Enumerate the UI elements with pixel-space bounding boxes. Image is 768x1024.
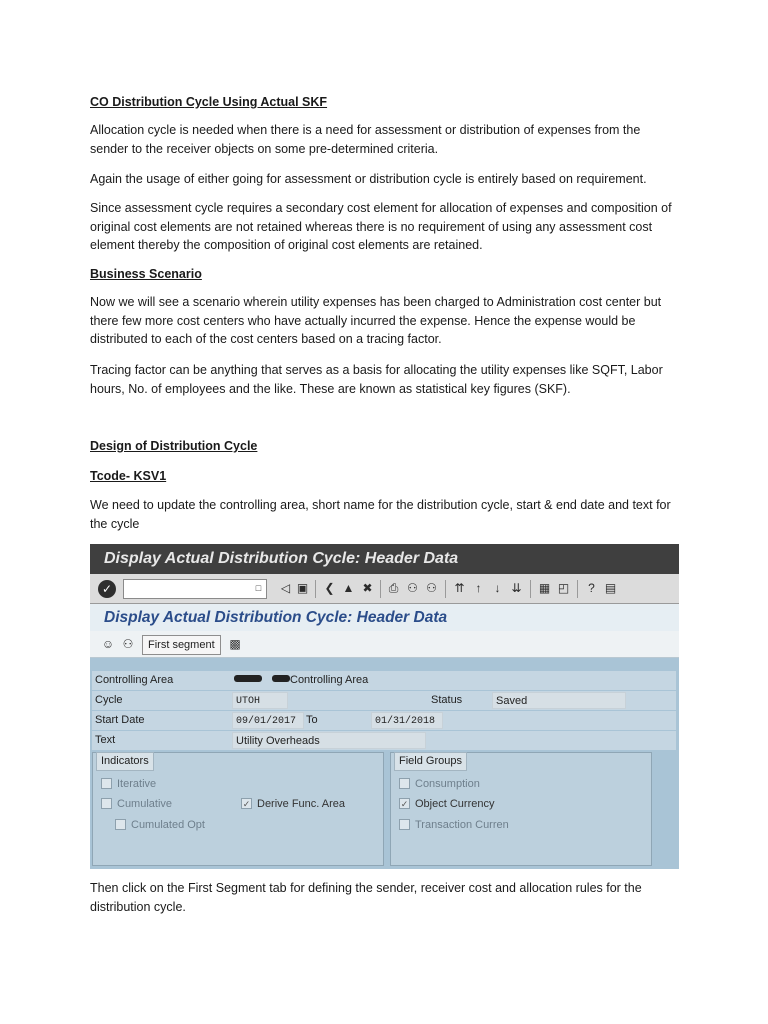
first-page-icon[interactable]: ⇈ — [454, 581, 465, 595]
field-groups-title: Field Groups — [394, 752, 467, 771]
checkmark-icon[interactable]: ✓ — [400, 799, 409, 809]
check-icon[interactable]: ✓ — [98, 580, 116, 598]
sap-window-title: Display Actual Distribution Cycle: Header Data — [90, 544, 679, 574]
status-field[interactable]: Saved — [492, 692, 626, 709]
triangle-left-icon[interactable]: ◁ — [280, 581, 291, 595]
doc-paragraph: Since assessment cycle requires a secondary cost element for allocation of expenses and composition of original cost elements are not retained whereas there is no requirement of using any assessment cost element thereby the composition of original cost elements are retained. — [90, 201, 672, 252]
derive-func-area-label: Derive Func. Area — [257, 798, 346, 810]
doc-heading-design: Design of Distribution Cycle — [90, 439, 258, 453]
controlling-area-label: Controlling Area — [95, 674, 174, 686]
shortcut-icon[interactable]: ◰ — [557, 581, 570, 595]
end-date-field[interactable]: 01/31/2018 — [371, 712, 443, 729]
text-row — [92, 731, 676, 750]
last-page-icon[interactable]: ⇊ — [511, 581, 522, 595]
cycle-label: Cycle — [95, 694, 123, 706]
doc-heading-tcode: Tcode- KSV1 — [90, 469, 167, 483]
sap-screen-title: Display Actual Distribution Cycle: Header Data — [90, 604, 679, 631]
checkmark-icon[interactable]: ✓ — [242, 799, 251, 809]
cycle-field[interactable]: UTOH — [232, 692, 288, 709]
doc-paragraph: Tracing factor can be anything that serves as a basis for allocating the utility expenses like SQFT, Labor hours, No. of employees and the like. These are known as statistical key figures (SKF). — [90, 363, 663, 396]
person-icon[interactable]: ☺ — [101, 637, 115, 651]
object-currency-label: Object Currency — [415, 798, 495, 810]
find-icon[interactable]: ⚇ — [407, 581, 418, 595]
checkbox-icon[interactable] — [101, 798, 112, 809]
segment-icon[interactable]: ▩ — [229, 637, 241, 651]
sap-application-toolbar — [90, 631, 679, 658]
consumption-label: Consumption — [415, 778, 480, 790]
start-date-label: Start Date — [95, 714, 145, 726]
text-label: Text — [95, 734, 116, 746]
next-page-icon[interactable]: ↓ — [494, 581, 501, 595]
help-icon[interactable]: ? — [588, 581, 595, 595]
redacted-value — [234, 675, 262, 682]
cycle-row — [92, 691, 676, 710]
doc-paragraph: Allocation cycle is needed when there is a need for assessment or distribution of expenses from the sender to the receiver objects on some pre-determined criteria. — [90, 123, 641, 156]
start-date-field[interactable]: 09/01/2017 — [232, 712, 304, 729]
redacted-value — [272, 675, 290, 682]
indicators-title: Indicators — [96, 752, 154, 771]
doc-paragraph: Then click on the First Segment tab for defining the sender, receiver cost and allocation rules for the distribution cycle. — [90, 881, 642, 914]
binoculars-icon[interactable]: ⚇ — [122, 637, 134, 651]
to-label: To — [306, 714, 318, 726]
previous-page-icon[interactable]: ↑ — [475, 581, 482, 595]
checkbox-icon[interactable] — [399, 819, 410, 830]
create-session-icon[interactable]: ▦ — [538, 581, 551, 595]
doc-heading-business-scenario: Business Scenario — [90, 267, 202, 281]
cumulated-opt-label: Cumulated Opt — [131, 819, 205, 831]
command-field[interactable] — [123, 579, 267, 599]
find-next-icon[interactable]: ⚇ — [426, 581, 437, 595]
doc-paragraph: We need to update the controlling area, short name for the distribution cycle, start & end date and text for the cycle — [90, 498, 671, 531]
back-icon[interactable]: ❮ — [324, 581, 335, 595]
save-icon[interactable]: ▣ — [296, 581, 309, 595]
sap-screenshot — [90, 544, 679, 869]
sap-standard-toolbar — [90, 574, 679, 604]
cumulative-label: Cumulative — [117, 798, 173, 810]
doc-paragraph: Again the usage of either going for assessment or distribution cycle is entirely based on requirement. — [90, 172, 647, 186]
doc-paragraph: Now we will see a scenario wherein utility expenses has been charged to Administration cost center but there few more cost centers who have actually incurred the expense. Hence the expense would be distributed to each of the cost centers based on a tracing factor. — [90, 295, 662, 346]
controlling-area-row — [92, 671, 676, 690]
doc-heading-co-distribution: CO Distribution Cycle Using Actual SKF — [90, 95, 328, 109]
cancel-icon[interactable]: ✖ — [362, 581, 373, 595]
start-date-row — [92, 711, 676, 730]
checkbox-icon[interactable] — [101, 778, 112, 789]
field-groups-group — [390, 752, 652, 866]
status-label: Status — [431, 694, 463, 706]
checkbox-icon[interactable] — [115, 819, 126, 830]
header-data-form — [90, 658, 679, 869]
layout-menu-icon[interactable]: ▤ — [604, 581, 617, 595]
save-icon[interactable]: □ — [255, 583, 262, 593]
indicators-group — [92, 752, 384, 866]
iterative-label: Iterative — [117, 778, 157, 790]
checkbox-icon[interactable] — [399, 778, 410, 789]
exit-icon[interactable]: ▲ — [342, 581, 355, 595]
text-field[interactable]: Utility Overheads — [232, 732, 426, 749]
transaction-currency-label: Transaction Curren — [415, 819, 509, 831]
print-icon[interactable]: ⎙ — [388, 581, 399, 595]
controlling-area-description: Controlling Area — [290, 674, 369, 686]
first-segment-button[interactable]: First segment — [142, 635, 221, 655]
